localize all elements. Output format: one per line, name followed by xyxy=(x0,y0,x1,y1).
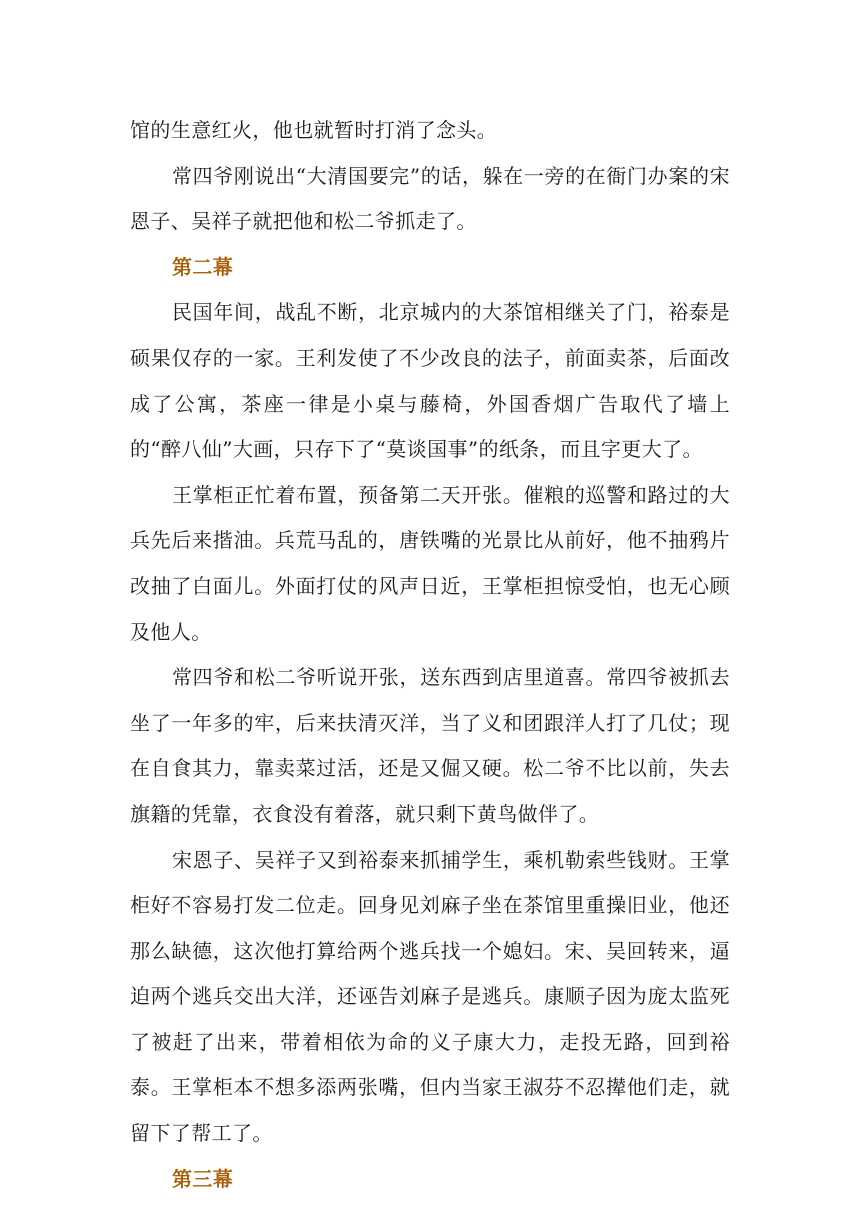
section-heading-act-three: 第三幕 xyxy=(172,1166,234,1191)
paragraph-republic-era: 民国年间，战乱不断，北京城内的大茶馆相继关了门，裕泰是硕果仅存的一家。王利发使了不少改良的法子，前面卖茶，后面改成了公寓，茶座一律是小桌与藤椅，外国香烟广告取代了墙上的“醉八仙”大画，只存下了“莫谈国事”的纸条，而且字更大了。 xyxy=(130,300,730,462)
section-heading-act-two: 第二幕 xyxy=(172,254,234,279)
paragraph-preparing-opening: 王掌柜正忙着布置，预备第二天开张。催粮的巡警和路过的大兵先后来揩油。兵荒马乱的，唐铁嘴的光景比从前好，他不抽鸦片改抽了白面儿。外面打仗的风声日近，王掌柜担惊受怕，也无心顾及他人。 xyxy=(130,482,730,644)
paragraph-arrest: 常四爷刚说出“大清国要完”的话，躲在一旁的在衙门办案的宋恩子、吴祥子就把他和松二爷抓走了。 xyxy=(130,163,730,234)
document-body xyxy=(130,108,730,1202)
paragraph-continuation: 馆的生意红火，他也就暂时打消了念头。 xyxy=(130,118,498,142)
paragraph-congratulations: 常四爷和松二爷听说开张，送东西到店里道喜。常四爷被抓去坐了一年多的牢，后来扶清灭洋，当了义和团跟洋人打了几仗；现在自食其力，靠卖菜过活，还是又倔又硬。松二爷不比以前，失去旗籍的凭靠，衣食没有着落，就只剩下黄鸟做伴了。 xyxy=(130,665,730,826)
paragraph-arrests-extortion: 宋恩子、吴祥子又到裕泰来抓捕学生，乘机勒索些钱财。王掌柜好不容易打发二位走。回身见刘麻子坐在茶馆里重操旧业，他还那么缺德，这次他打算给两个逃兵找一个媳妇。宋、吴回转来，逼迫两个逃兵交出大洋，还诬告刘麻子是逃兵。康顺子因为庞太监死了被赶了出来，带着相依为命的义子康大力，走投无路，回到裕泰。王掌柜本不想多添两张嘴，但内当家王淑芬不忍撵他们走，就留下了帮工了。 xyxy=(130,847,730,1146)
